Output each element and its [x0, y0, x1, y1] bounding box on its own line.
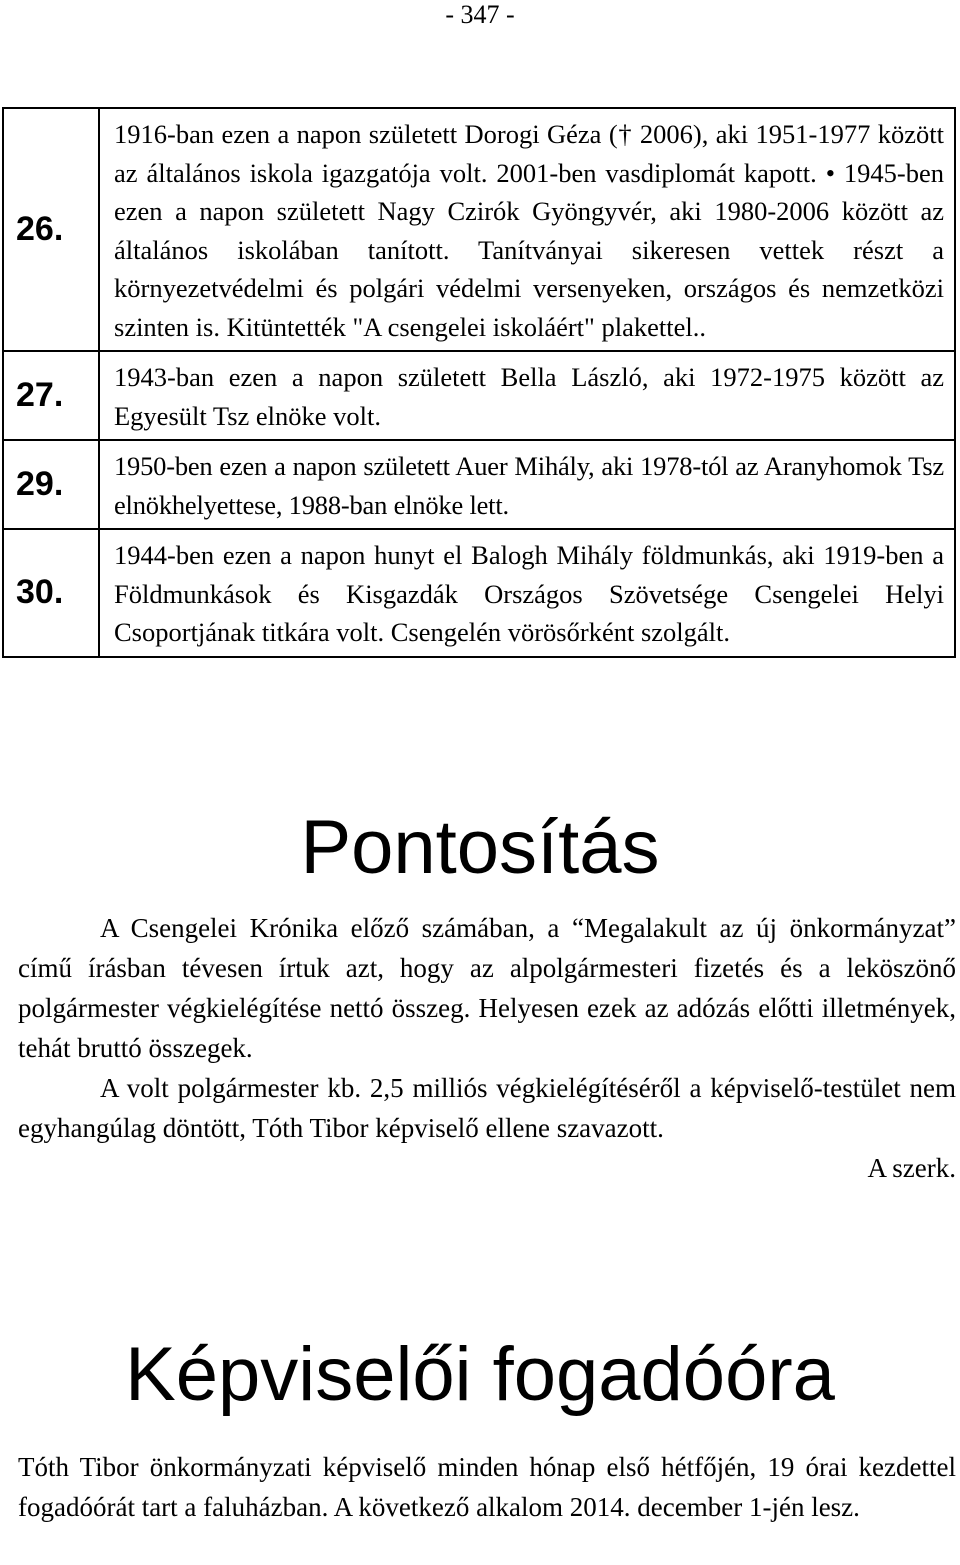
entry-text: 1944-ben ezen a napon hunyt el Balogh Mihály földmunkás, aki 1919-ben a Földmunkások és Kisgazdák Országos Szövetsége Csengelei Helyi Csoportjának titkára volt. Csengelén vörösőrként szolgált. [99, 529, 955, 657]
correction-title: Pontosítás [300, 805, 660, 890]
anniversary-table [2, 107, 956, 658]
office-hours-text: Tóth Tibor önkormányzati képviselő minden hónap első hétfőjén, 19 órai kezdettel fogadóórát tart a faluházban. A következő alkalom 2014. december 1-jén lesz. [18, 1452, 956, 1522]
entry-text: 1916-ban ezen a napon született Dorogi Géza († 2006), aki 1951-1977 között az általános iskola igazgatója volt. 2001-ben vasdiplomát kapott. • 1945-ben ezen a napon született Nagy Czirók Gyöngyvér, aki 1980-2006 között az általános iskolában tanított. Tanítványai sikeresen vettek részt a környezetvédelmi és polgári védelmi versenyeken, országos és nemzetközi szinten is. Kitüntették "A csengelei iskoláért" plakettel.. [99, 108, 955, 351]
day-number: 26. [3, 108, 99, 351]
correction-body [18, 908, 956, 1188]
entry-text: 1950-ben ezen a napon született Auer Mihály, aki 1978-tól az Aranyhomok Tsz elnökhelyettese, 1988-ban elnöke lett. [99, 440, 955, 529]
table-row [3, 529, 955, 657]
office-hours-title: Képviselői fogadóóra [125, 1332, 835, 1417]
table-row [3, 440, 955, 529]
correction-paragraph: A volt polgármester kb. 2,5 milliós végkielégítéséről a képviselő-testület nem egyhangúlag döntött, Tóth Tibor képviselő ellene szavazott. [18, 1073, 956, 1143]
day-number: 29. [3, 440, 99, 529]
table-row [3, 108, 955, 351]
entry-text: 1943-ban ezen a napon született Bella László, aki 1972-1975 között az Egyesült Tsz elnöke volt. [99, 351, 955, 440]
day-number: 30. [3, 529, 99, 657]
correction-paragraph: A Csengelei Krónika előző számában, a “Megalakult az új önkormányzat” című írásban tévesen írtuk azt, hogy az alpolgármesteri fizetés és a leköszönő polgármester végkielégítése nettó összeg. Helyesen ezek az adózás előtti illetmények, tehát bruttó összegek. [18, 913, 956, 1063]
table-row [3, 351, 955, 440]
office-hours-body [18, 1447, 956, 1527]
page-number: - 347 - [445, 0, 515, 29]
day-number: 27. [3, 351, 99, 440]
signature: A szerk. [867, 1153, 956, 1183]
